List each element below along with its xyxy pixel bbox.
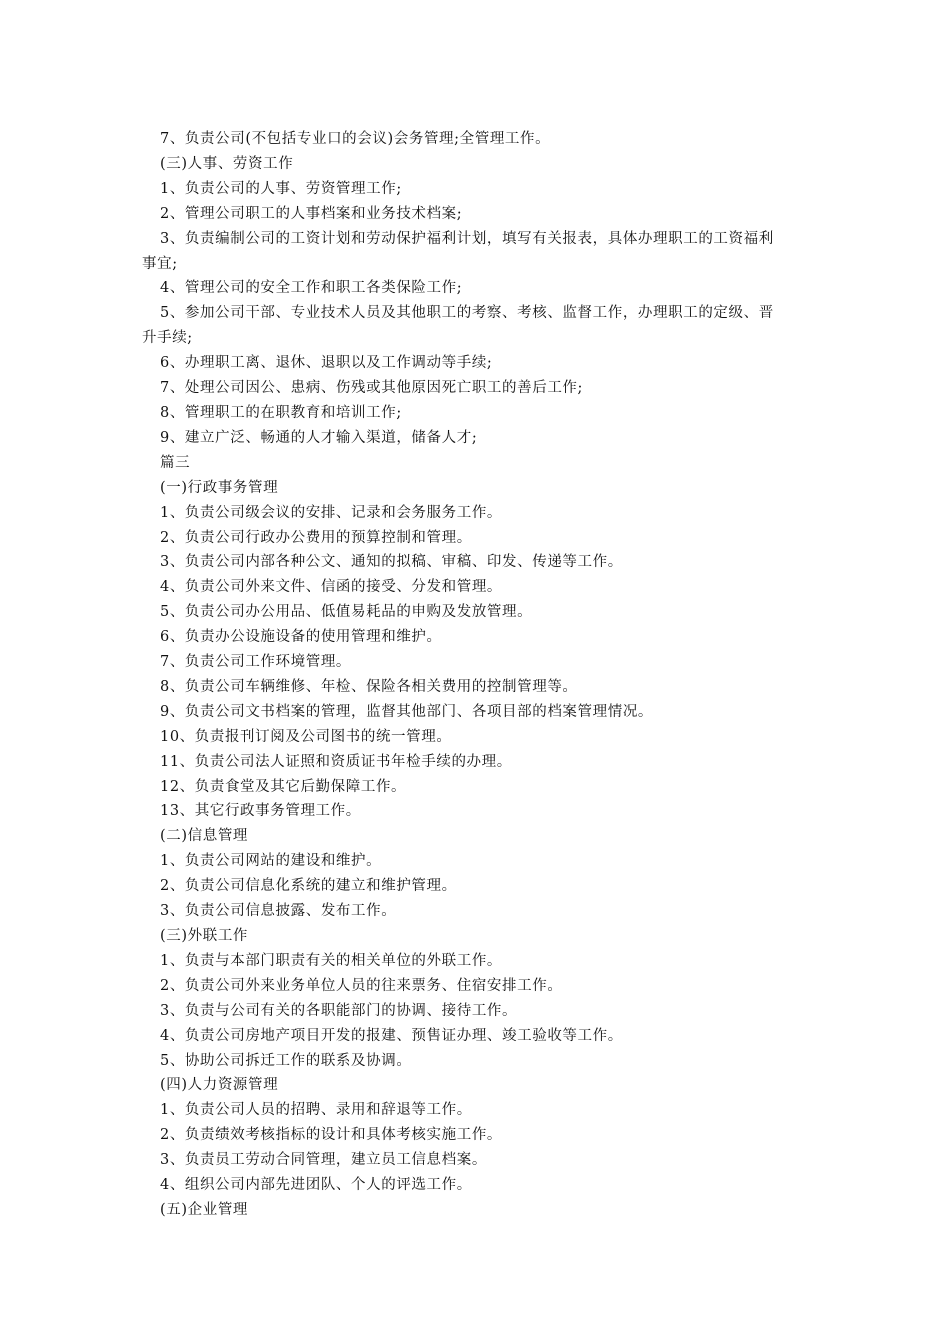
- document-body: [142, 127, 812, 1223]
- text-line: 2、负责公司行政办公费用的预算控制和管理。: [160, 529, 472, 546]
- text-line: 篇三: [160, 454, 191, 471]
- text-line: 2、负责绩效考核指标的设计和具体考核实施工作。: [160, 1127, 503, 1144]
- text-line: 5、协助公司拆迁工作的联系及协调。: [160, 1052, 412, 1069]
- text-line: (三)外联工作: [160, 928, 249, 944]
- text-line: (四)人力资源管理: [160, 1077, 279, 1094]
- text-line: 1、负责公司人员的招聘、录用和辞退等工作。: [160, 1102, 472, 1119]
- text-line: 7、处理公司因公、患病、伤残或其他原因死亡职工的善后工作;: [160, 380, 584, 397]
- text-line: 6、办理职工离、退休、退职以及工作调动等手续;: [160, 355, 493, 372]
- text-line: 1、负责公司级会议的安排、记录和会务服务工作。: [160, 504, 503, 521]
- text-line: 5、负责公司办公用品、低值易耗品的申购及发放管理。: [160, 604, 533, 621]
- text-line: 10、负责报刊订阅及公司图书的统一管理。: [160, 728, 452, 745]
- text-line: (五)企业管理: [160, 1201, 249, 1218]
- text-line: 4、组织公司内部先进团队、个人的评选工作。: [160, 1177, 472, 1194]
- text-line: 事宜;: [142, 255, 178, 272]
- text-line: 4、负责公司外来文件、信函的接受、分发和管理。: [160, 579, 503, 596]
- text-line: 4、管理公司的安全工作和职工各类保险工作;: [160, 280, 463, 297]
- text-line: 7、负责公司(不包括专业口的会议)会务管理;全管理工作。: [160, 131, 551, 147]
- text-line: 1、负责与本部门职责有关的相关单位的外联工作。: [160, 952, 503, 969]
- text-line: 9、建立广泛、畅通的人才输入渠道，储备人才;: [160, 429, 478, 446]
- text-line: 1、负责公司网站的建设和维护。: [160, 853, 382, 870]
- text-line: 4、负责公司房地产项目开发的报建、预售证办理、竣工验收等工作。: [160, 1027, 623, 1044]
- text-line: 8、负责公司车辆维修、年检、保险各相关费用的控制管理等。: [160, 678, 578, 695]
- text-line: 11、负责公司法人证照和资质证书年检手续的办理。: [160, 753, 512, 770]
- text-line: 12、负责食堂及其它后勤保障工作。: [160, 778, 407, 795]
- text-line: 6、负责办公设施设备的使用管理和维护。: [160, 629, 442, 646]
- text-line: 3、负责编制公司的工资计划和劳动保护福利计划，填写有关报表，具体办理职工的工资福利: [160, 230, 774, 247]
- text-line: 13、其它行政事务管理工作。: [160, 803, 361, 820]
- text-line: (三)人事、劳资工作: [160, 155, 294, 172]
- text-line: 1、负责公司的人事、劳资管理工作;: [160, 180, 402, 197]
- text-line: 3、负责公司信息披露、发布工作。: [160, 903, 397, 920]
- text-line: 7、负责公司工作环境管理。: [160, 654, 352, 671]
- text-line: 2、负责公司信息化系统的建立和维护管理。: [160, 878, 457, 895]
- text-line: 8、管理职工的在职教育和培训工作;: [160, 404, 402, 421]
- text-line: 2、负责公司外来业务单位人员的往来票务、住宿安排工作。: [160, 977, 563, 994]
- text-line: 5、参加公司干部、专业技术人员及其他职工的考察、考核、监督工作，办理职工的定级、晋: [160, 305, 774, 322]
- text-line: 3、负责公司内部各种公文、通知的拟稿、审稿、印发、传递等工作。: [160, 554, 623, 571]
- text-line: (二)信息管理: [160, 828, 249, 845]
- text-line: 3、负责与公司有关的各职能部门的协调、接待工作。: [160, 1002, 518, 1019]
- text-line: (一)行政事务管理: [160, 479, 279, 496]
- text-line: 升手续;: [142, 330, 193, 347]
- text-line: 3、负责员工劳动合同管理，建立员工信息档案。: [160, 1152, 487, 1169]
- text-line: 9、负责公司文书档案的管理，监督其他部门、各项目部的档案管理情况。: [160, 703, 654, 720]
- text-line: 2、管理公司职工的人事档案和业务技术档案;: [160, 205, 463, 222]
